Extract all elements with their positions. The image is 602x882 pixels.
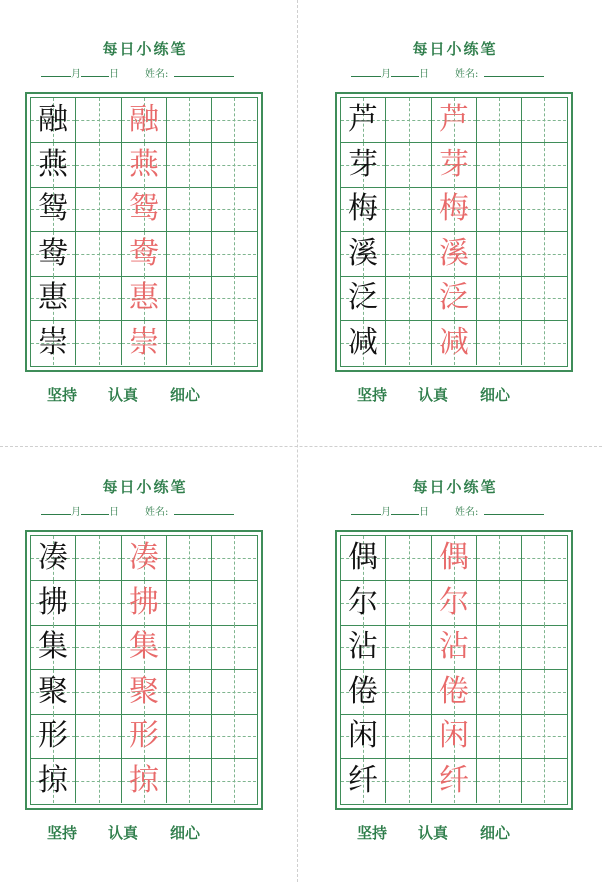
grid-row [341, 143, 567, 188]
blank-cell[interactable] [76, 276, 122, 320]
month-blank[interactable] [351, 66, 381, 77]
month-blank[interactable] [41, 504, 71, 515]
blank-cell[interactable] [477, 625, 522, 669]
char-cell [341, 714, 386, 758]
grid-row [341, 670, 567, 715]
blank-cell[interactable] [477, 98, 522, 142]
blank-cell[interactable] [522, 276, 566, 320]
char-cell [341, 536, 386, 580]
char-cell [341, 321, 386, 365]
model-character: 聚 [38, 673, 68, 709]
blank-cell[interactable] [522, 98, 566, 142]
grid-row [341, 714, 567, 759]
model-character: 芽 [348, 146, 378, 182]
grid-row [31, 670, 257, 715]
card-title: 每日小练笔 [102, 478, 188, 496]
char-cell [432, 187, 477, 231]
blank-cell[interactable] [167, 276, 212, 320]
blank-cell[interactable] [386, 321, 432, 365]
blank-cell[interactable] [386, 625, 432, 669]
footer-word-persist: 坚持 [357, 824, 388, 842]
trace-character: 拂 [129, 584, 159, 620]
card-title: 每日小练笔 [412, 40, 498, 58]
blank-cell[interactable] [386, 276, 432, 320]
grid-row [341, 759, 567, 803]
vertical-divider [297, 0, 298, 882]
blank-cell[interactable] [76, 187, 122, 231]
model-character: 燕 [38, 146, 68, 182]
trace-character: 溪 [439, 235, 469, 271]
card-footer [335, 384, 575, 404]
blank-cell[interactable] [76, 232, 122, 276]
month-label: 月 [71, 69, 81, 80]
blank-cell[interactable] [212, 187, 256, 231]
blank-cell[interactable] [167, 759, 212, 803]
writing-grid [25, 530, 263, 810]
footer-word-persist: 坚持 [357, 386, 388, 404]
practice-card [335, 476, 575, 846]
blank-cell[interactable] [212, 143, 256, 187]
grid-row [31, 581, 257, 626]
char-cell [122, 232, 167, 276]
blank-cell[interactable] [477, 714, 522, 758]
blank-cell[interactable] [522, 187, 566, 231]
grid-row [341, 536, 567, 581]
char-cell [122, 714, 167, 758]
blank-cell[interactable] [212, 714, 256, 758]
blank-cell[interactable] [76, 321, 122, 365]
trace-character: 凑 [129, 540, 159, 575]
grid-row [31, 276, 257, 321]
day-label: 日 [419, 69, 429, 80]
grid-row [341, 321, 567, 365]
day-label: 日 [109, 69, 119, 80]
blank-cell[interactable] [477, 232, 522, 276]
char-cell [122, 321, 167, 365]
trace-character: 闲 [439, 718, 469, 754]
day-blank[interactable] [391, 66, 419, 77]
grid-row [341, 625, 567, 670]
char-cell [31, 759, 76, 803]
blank-cell[interactable] [76, 143, 122, 187]
blank-cell[interactable] [76, 625, 122, 669]
blank-cell[interactable] [167, 187, 212, 231]
day-label: 日 [109, 507, 119, 518]
char-cell [432, 536, 477, 580]
blank-cell[interactable] [167, 625, 212, 669]
model-character: 集 [38, 629, 68, 665]
model-character: 融 [38, 102, 68, 137]
blank-cell[interactable] [477, 187, 522, 231]
char-cell [432, 625, 477, 669]
model-character: 泛 [348, 280, 378, 316]
blank-cell[interactable] [212, 276, 256, 320]
practice-card [25, 38, 265, 408]
month-label: 月 [381, 507, 391, 518]
blank-cell[interactable] [212, 625, 256, 669]
trace-character: 纤 [439, 763, 469, 798]
trace-character: 芦 [439, 102, 469, 137]
month-label: 月 [381, 69, 391, 80]
blank-cell[interactable] [522, 759, 566, 803]
blank-cell[interactable] [477, 581, 522, 625]
model-character: 闲 [348, 718, 378, 754]
trace-character: 惠 [129, 280, 159, 316]
char-cell [31, 276, 76, 320]
name-blank[interactable] [174, 504, 234, 515]
char-cell [122, 143, 167, 187]
char-cell [341, 187, 386, 231]
footer-word-persist: 坚持 [47, 386, 78, 404]
day-label: 日 [419, 507, 429, 518]
grid-row [341, 98, 567, 143]
card-title: 每日小练笔 [102, 40, 188, 58]
blank-cell[interactable] [76, 714, 122, 758]
writing-grid [335, 92, 573, 372]
name-label: 姓名: [455, 69, 479, 80]
blank-cell[interactable] [386, 143, 432, 187]
model-character: 减 [348, 325, 378, 360]
grid-row [341, 276, 567, 321]
blank-cell[interactable] [167, 670, 212, 714]
day-blank[interactable] [81, 66, 109, 77]
blank-cell[interactable] [167, 98, 212, 142]
trace-character: 鸯 [129, 235, 159, 271]
trace-character: 倦 [439, 673, 469, 709]
day-blank[interactable] [391, 504, 419, 515]
grid-row [341, 187, 567, 232]
char-cell [122, 98, 167, 142]
blank-cell[interactable] [477, 321, 522, 365]
grid-row [31, 143, 257, 188]
model-character: 偶 [348, 540, 378, 575]
date-name-line [351, 503, 576, 517]
footer-word-attentive: 细心 [170, 386, 201, 404]
blank-cell[interactable] [386, 536, 432, 580]
char-cell [122, 187, 167, 231]
model-character: 凑 [38, 540, 68, 575]
blank-cell[interactable] [212, 581, 256, 625]
char-cell [122, 670, 167, 714]
footer-word-careful: 认真 [418, 386, 449, 404]
char-cell [341, 232, 386, 276]
footer-word-careful: 认真 [108, 824, 139, 842]
footer-word-persist: 坚持 [47, 824, 78, 842]
model-character: 沾 [348, 629, 378, 665]
trace-character: 燕 [129, 146, 159, 182]
blank-cell[interactable] [477, 276, 522, 320]
char-cell [31, 625, 76, 669]
char-cell [31, 232, 76, 276]
char-cell [432, 670, 477, 714]
horizontal-divider [0, 446, 602, 447]
char-cell [122, 759, 167, 803]
card-title: 每日小练笔 [412, 478, 498, 496]
grid-row [31, 759, 257, 803]
char-cell [31, 581, 76, 625]
grid-row [31, 536, 257, 581]
name-label: 姓名: [145, 507, 169, 518]
model-character: 崇 [38, 325, 68, 360]
char-cell [122, 536, 167, 580]
blank-cell[interactable] [212, 98, 256, 142]
blank-cell[interactable] [386, 187, 432, 231]
card-footer [25, 384, 265, 404]
practice-card [335, 38, 575, 408]
char-cell [432, 321, 477, 365]
writing-grid [335, 530, 573, 810]
char-cell [341, 670, 386, 714]
blank-cell[interactable] [167, 714, 212, 758]
name-blank[interactable] [174, 66, 234, 77]
grid-row [341, 232, 567, 277]
name-label: 姓名: [145, 69, 169, 80]
blank-cell[interactable] [386, 759, 432, 803]
footer-word-attentive: 细心 [480, 386, 511, 404]
blank-cell[interactable] [212, 232, 256, 276]
blank-cell[interactable] [477, 670, 522, 714]
trace-character: 偶 [439, 540, 469, 575]
blank-cell[interactable] [522, 625, 566, 669]
footer-word-careful: 认真 [108, 386, 139, 404]
model-character: 纤 [348, 763, 378, 798]
blank-cell[interactable] [522, 536, 566, 580]
name-label: 姓名: [455, 507, 479, 518]
blank-cell[interactable] [522, 714, 566, 758]
grid-row [31, 321, 257, 365]
model-character: 鸯 [38, 235, 68, 271]
model-character: 掠 [38, 763, 68, 798]
blank-cell[interactable] [386, 670, 432, 714]
model-character: 溪 [348, 235, 378, 271]
blank-cell[interactable] [522, 670, 566, 714]
char-cell [31, 536, 76, 580]
blank-cell[interactable] [522, 143, 566, 187]
grid-row [31, 714, 257, 759]
blank-cell[interactable] [386, 232, 432, 276]
date-name-line [351, 65, 576, 79]
char-cell [31, 98, 76, 142]
trace-character: 减 [439, 325, 469, 360]
blank-cell[interactable] [477, 536, 522, 580]
trace-character: 泛 [439, 280, 469, 316]
char-cell [432, 759, 477, 803]
month-blank[interactable] [41, 66, 71, 77]
grid-row [31, 98, 257, 143]
char-cell [31, 187, 76, 231]
blank-cell[interactable] [76, 536, 122, 580]
footer-word-careful: 认真 [418, 824, 449, 842]
char-cell [432, 581, 477, 625]
model-character: 芦 [348, 102, 378, 137]
trace-character: 形 [129, 718, 159, 754]
blank-cell[interactable] [167, 581, 212, 625]
trace-character: 集 [129, 629, 159, 665]
char-cell [31, 143, 76, 187]
model-character: 梅 [348, 191, 378, 227]
char-cell [341, 98, 386, 142]
month-label: 月 [71, 507, 81, 518]
blank-cell[interactable] [386, 98, 432, 142]
char-cell [31, 714, 76, 758]
model-character: 鸳 [38, 191, 68, 227]
char-cell [31, 670, 76, 714]
name-blank[interactable] [484, 504, 544, 515]
trace-character: 芽 [439, 146, 469, 182]
char-cell [432, 232, 477, 276]
char-cell [341, 759, 386, 803]
month-blank[interactable] [351, 504, 381, 515]
model-character: 拂 [38, 584, 68, 620]
writing-grid [25, 92, 263, 372]
blank-cell[interactable] [76, 98, 122, 142]
day-blank[interactable] [81, 504, 109, 515]
model-character: 惠 [38, 280, 68, 316]
card-footer [25, 822, 265, 842]
footer-word-attentive: 细心 [480, 824, 511, 842]
date-name-line [41, 65, 266, 79]
blank-cell[interactable] [212, 536, 256, 580]
blank-cell[interactable] [212, 321, 256, 365]
char-cell [31, 321, 76, 365]
char-cell [432, 98, 477, 142]
blank-cell[interactable] [522, 581, 566, 625]
blank-cell[interactable] [167, 232, 212, 276]
trace-character: 聚 [129, 673, 159, 709]
grid-row [31, 625, 257, 670]
blank-cell[interactable] [167, 321, 212, 365]
char-cell [432, 714, 477, 758]
blank-cell[interactable] [167, 536, 212, 580]
blank-cell[interactable] [522, 232, 566, 276]
trace-character: 沾 [439, 629, 469, 665]
grid-row [31, 187, 257, 232]
card-footer [335, 822, 575, 842]
blank-cell[interactable] [477, 143, 522, 187]
char-cell [122, 276, 167, 320]
trace-character: 崇 [129, 325, 159, 360]
blank-cell[interactable] [76, 759, 122, 803]
model-character: 形 [38, 718, 68, 754]
trace-character: 融 [129, 102, 159, 137]
trace-character: 梅 [439, 191, 469, 227]
blank-cell[interactable] [212, 759, 256, 803]
blank-cell[interactable] [76, 581, 122, 625]
footer-word-attentive: 细心 [170, 824, 201, 842]
blank-cell[interactable] [167, 143, 212, 187]
trace-character: 尔 [439, 584, 469, 620]
char-cell [122, 581, 167, 625]
practice-card [25, 476, 265, 846]
char-cell [341, 625, 386, 669]
grid-row [341, 581, 567, 626]
date-name-line [41, 503, 266, 517]
trace-character: 鸳 [129, 191, 159, 227]
trace-character: 掠 [129, 763, 159, 798]
char-cell [341, 276, 386, 320]
blank-cell[interactable] [386, 581, 432, 625]
model-character: 倦 [348, 673, 378, 709]
blank-cell[interactable] [477, 759, 522, 803]
grid-row [31, 232, 257, 277]
model-character: 尔 [348, 584, 378, 620]
char-cell [432, 143, 477, 187]
blank-cell[interactable] [522, 321, 566, 365]
char-cell [122, 625, 167, 669]
name-blank[interactable] [484, 66, 544, 77]
blank-cell[interactable] [76, 670, 122, 714]
char-cell [341, 581, 386, 625]
blank-cell[interactable] [386, 714, 432, 758]
char-cell [341, 143, 386, 187]
blank-cell[interactable] [212, 670, 256, 714]
char-cell [432, 276, 477, 320]
